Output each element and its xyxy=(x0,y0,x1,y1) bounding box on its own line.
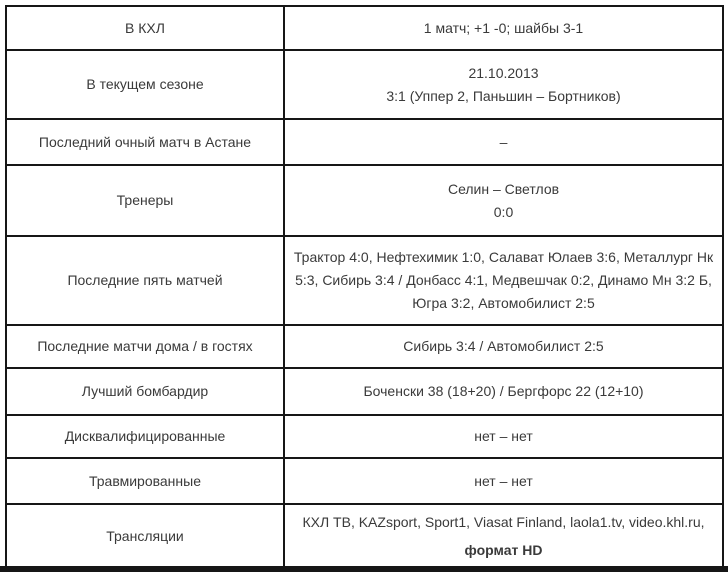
row-label: Последние пять матчей xyxy=(7,237,285,324)
row-value xyxy=(285,416,722,457)
row-value xyxy=(285,326,722,367)
row-label: Дисквалифицированные xyxy=(7,416,285,457)
section-divider-bar xyxy=(0,566,728,572)
table-row xyxy=(7,7,722,49)
value-line: – xyxy=(499,133,508,150)
row-label: Тренеры xyxy=(7,166,285,235)
table-row xyxy=(7,164,722,235)
table-row xyxy=(7,367,722,414)
table-row xyxy=(7,414,722,457)
table-row xyxy=(7,118,722,164)
row-value xyxy=(285,51,722,118)
table-row xyxy=(7,457,722,503)
row-label: В текущем сезоне xyxy=(7,51,285,118)
row-label: В КХЛ xyxy=(7,7,285,49)
value-line: нет – нет xyxy=(474,472,533,489)
value-line: КХЛ ТВ, KAZsport, Sport1, Viasat Finland, laola1.tv, video.khl.ru, xyxy=(302,514,705,530)
value-line: Боченски 38 (18+20) / Бергфорс 22 (12+10) xyxy=(363,383,644,399)
value-line: 21.10.2013 xyxy=(468,64,539,81)
table-row xyxy=(7,49,722,118)
row-value xyxy=(285,120,722,164)
row-label: Последний очный матч в Астане xyxy=(7,120,285,164)
value-line: 3:1 (Уппер 2, Паньшин – Бортников) xyxy=(386,87,621,104)
row-label: Травмированные xyxy=(7,459,285,503)
value-line: 1 матч; +1 -0; шайбы 3-1 xyxy=(423,19,584,36)
value-line: нет – нет xyxy=(474,428,533,444)
value-line: Селин – Светлов xyxy=(447,180,560,197)
stats-table xyxy=(5,5,724,570)
value-line: 0:0 xyxy=(493,203,514,220)
row-value xyxy=(285,505,722,568)
value-line: Трактор 4:0, Нефтехимик 1:0, Салават Юлаев 3:6, Металлург Нк 5:3, Сибирь 3:4 / Донбасс 4:1, Медвешчак 0:2, Динамо Мн 3:2 Б, Югра 3:2, Автомобилист 2:5 xyxy=(293,249,714,311)
value-line: Сибирь 3:4 / Автомобилист 2:5 xyxy=(403,338,604,354)
row-label: Трансляции xyxy=(7,505,285,568)
row-value xyxy=(285,459,722,503)
row-value xyxy=(285,166,722,235)
row-value xyxy=(285,237,722,324)
row-value xyxy=(285,7,722,49)
row-label: Последние матчи дома / в гостях xyxy=(7,326,285,367)
row-value xyxy=(285,369,722,414)
row-label: Лучший бомбардир xyxy=(7,369,285,414)
value-line: формат HD xyxy=(464,542,543,558)
table-row xyxy=(7,235,722,324)
table-row xyxy=(7,503,722,568)
table-row xyxy=(7,324,722,367)
